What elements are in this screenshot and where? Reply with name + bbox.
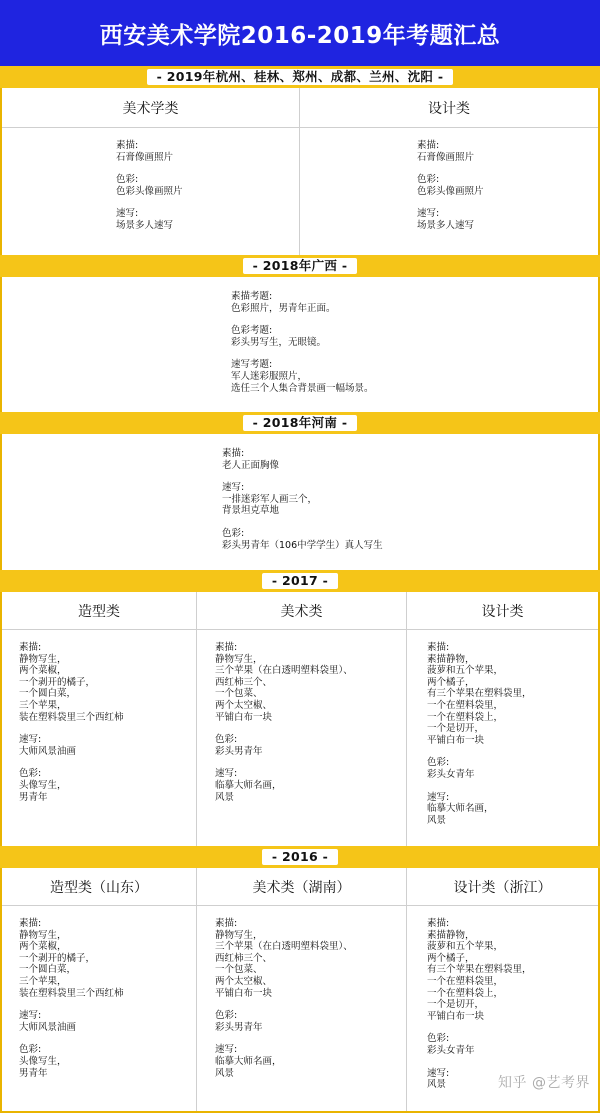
section-band-2017 bbox=[0, 570, 600, 592]
exam-cell bbox=[116, 140, 183, 243]
exam-line: 两个橘子， bbox=[427, 952, 475, 964]
exam-cell bbox=[417, 140, 484, 243]
column-divider bbox=[299, 88, 300, 255]
exam-line: 速写: bbox=[222, 482, 245, 494]
exam-group bbox=[19, 768, 124, 803]
exam-line: 彩头男写生，无眼镜。 bbox=[231, 336, 327, 348]
exam-line: 一个是切开， bbox=[427, 999, 485, 1011]
exam-group bbox=[215, 768, 353, 803]
section-title: - 2019年杭州、桂林、郑州、成都、兰州、沈阳 - bbox=[147, 69, 454, 85]
exam-line: 临摹大师名画， bbox=[215, 1055, 282, 1067]
exam-group bbox=[116, 208, 183, 231]
exam-line: 选任三个人集合背景画一幅场景。 bbox=[231, 382, 374, 394]
exam-group bbox=[231, 291, 374, 314]
exam-line: 速写: bbox=[215, 768, 238, 780]
section-title: - 2016 - bbox=[262, 849, 338, 865]
exam-group bbox=[19, 734, 124, 757]
column-heading: 设计类 bbox=[300, 88, 598, 128]
exam-group bbox=[222, 448, 383, 471]
exam-line: 两个太空椒、 bbox=[215, 699, 273, 711]
exam-line: 军人迷彩服照片， bbox=[231, 370, 308, 382]
exam-line: 一个在塑料袋上， bbox=[427, 987, 504, 999]
exam-line: 菠萝和五个苹果， bbox=[427, 941, 504, 953]
exam-line: 平铺白布一块 bbox=[215, 987, 273, 999]
section-band-2018-henan bbox=[0, 412, 600, 434]
exam-line: 速写: bbox=[417, 208, 440, 220]
exam-line: 场景多人速写 bbox=[417, 219, 475, 231]
exam-line: 两个菜椒， bbox=[19, 665, 67, 677]
exam-line: 一排迷彩军人画三个， bbox=[222, 493, 318, 505]
exam-line: 风景 bbox=[427, 1079, 447, 1091]
exam-line: 平铺白布一块 bbox=[427, 1010, 485, 1022]
exam-group bbox=[417, 140, 484, 163]
exam-group bbox=[427, 792, 532, 827]
page-header bbox=[0, 0, 600, 66]
exam-group bbox=[417, 208, 484, 231]
exam-line: 速写: bbox=[427, 1067, 450, 1079]
exam-line: 西红柿三个、 bbox=[215, 952, 273, 964]
exam-line: 石膏像画照片 bbox=[116, 151, 174, 163]
exam-line: 色彩: bbox=[427, 1033, 450, 1045]
exam-cell bbox=[215, 918, 353, 1090]
exam-group bbox=[215, 1010, 353, 1033]
exam-cell bbox=[222, 448, 383, 562]
section-title: - 2018年广西 - bbox=[243, 258, 358, 274]
exam-line: 男青年 bbox=[19, 1067, 48, 1079]
exam-line: 素描: bbox=[19, 918, 42, 929]
column-heading: 造型类 bbox=[2, 592, 196, 630]
column-heading: 设计类 bbox=[407, 592, 598, 630]
exam-line: 一个是切开， bbox=[427, 723, 485, 735]
exam-group bbox=[427, 642, 532, 746]
exam-line: 三个苹果（在白透明塑料袋里）、 bbox=[215, 665, 353, 677]
exam-group bbox=[427, 757, 532, 780]
exam-line: 色彩: bbox=[116, 174, 139, 186]
exam-line: 大师风景油画 bbox=[19, 745, 77, 757]
exam-line: 大师风景油画 bbox=[19, 1021, 77, 1033]
column-heading: 造型类（山东） bbox=[2, 868, 196, 906]
exam-line: 素描: bbox=[116, 140, 139, 151]
exam-line: 素描: bbox=[222, 448, 245, 459]
exam-group bbox=[116, 140, 183, 163]
exam-line: 彩头男青年 bbox=[215, 1021, 263, 1033]
column-divider bbox=[196, 868, 197, 1111]
exam-line: 两个太空椒、 bbox=[215, 975, 273, 987]
exam-line: 色彩: bbox=[19, 1044, 42, 1056]
exam-group bbox=[19, 1010, 124, 1033]
exam-line: 色彩头像画照片 bbox=[417, 185, 484, 197]
exam-line: 头像写生， bbox=[19, 779, 67, 791]
exam-line: 素描: bbox=[19, 642, 42, 653]
exam-line: 色彩: bbox=[19, 768, 42, 780]
exam-line: 色彩照片，男青年正面。 bbox=[231, 302, 336, 314]
exam-group bbox=[231, 325, 374, 348]
exam-line: 彩头男青年 bbox=[215, 745, 263, 757]
exam-line: 一个剥开的橘子， bbox=[19, 952, 96, 964]
exam-group bbox=[427, 1033, 532, 1056]
exam-line: 速写: bbox=[427, 791, 450, 803]
exam-line: 场景多人速写 bbox=[116, 219, 174, 231]
exam-group bbox=[215, 642, 353, 723]
column-heading: 美术类 bbox=[197, 592, 406, 630]
exam-line: 素描静物， bbox=[427, 929, 475, 941]
exam-line: 头像写生， bbox=[19, 1055, 67, 1067]
exam-line: 临摹大师名画， bbox=[215, 779, 282, 791]
exam-line: 静物写生， bbox=[215, 929, 263, 941]
exam-line: 静物写生， bbox=[19, 653, 67, 665]
exam-line: 一个剥开的橘子， bbox=[19, 676, 96, 688]
exam-line: 速写考题: bbox=[231, 359, 273, 371]
exam-line: 老人正面胸像 bbox=[222, 459, 280, 471]
exam-line: 色彩头像画照片 bbox=[116, 185, 183, 197]
exam-cell bbox=[19, 918, 124, 1090]
section-title: - 2018年河南 - bbox=[243, 415, 358, 431]
exam-group bbox=[19, 642, 124, 723]
exam-group bbox=[215, 918, 353, 999]
exam-line: 一个圆白菜， bbox=[19, 964, 77, 976]
section-band-2019 bbox=[0, 66, 600, 88]
exam-line: 西红柿三个、 bbox=[215, 676, 273, 688]
section-band-2018-guangxi bbox=[0, 255, 600, 277]
exam-group bbox=[116, 174, 183, 197]
exam-line: 素描: bbox=[427, 642, 450, 653]
exam-cell bbox=[19, 642, 124, 814]
exam-line: 素描静物， bbox=[427, 653, 475, 665]
exam-cell bbox=[215, 642, 353, 814]
column-divider bbox=[196, 592, 197, 846]
exam-line: 彩头男青年（106中学学生）真人写生 bbox=[222, 539, 383, 551]
exam-line: 色彩: bbox=[417, 174, 440, 186]
exam-line: 一个在塑料袋里， bbox=[427, 699, 504, 711]
exam-line: 彩头女青年 bbox=[427, 1044, 475, 1056]
exam-cell bbox=[231, 291, 374, 405]
exam-line: 素描: bbox=[427, 918, 450, 929]
exam-line: 素描: bbox=[215, 642, 238, 653]
exam-line: 装在塑料袋里三个西红柿 bbox=[19, 987, 124, 999]
exam-line: 风景 bbox=[427, 814, 447, 826]
exam-line: 平铺白布一块 bbox=[215, 711, 273, 723]
watermark: 知乎 @艺考界 bbox=[498, 1075, 590, 1091]
exam-line: 两个菜椒， bbox=[19, 941, 67, 953]
exam-line: 风景 bbox=[215, 1067, 235, 1079]
exam-line: 静物写生， bbox=[215, 653, 263, 665]
exam-line: 色彩: bbox=[427, 757, 450, 769]
column-heading: 设计类（浙江） bbox=[407, 868, 598, 906]
exam-line: 平铺白布一块 bbox=[427, 734, 485, 746]
exam-line: 菠萝和五个苹果， bbox=[427, 665, 504, 677]
column-divider bbox=[406, 868, 407, 1111]
exam-line: 素描: bbox=[417, 140, 440, 151]
exam-line: 速写: bbox=[215, 1044, 238, 1056]
exam-line: 一个包菜、 bbox=[215, 964, 263, 976]
section-title: - 2017 - bbox=[262, 573, 338, 589]
exam-line: 素描: bbox=[215, 918, 238, 929]
exam-line: 两个橘子， bbox=[427, 676, 475, 688]
exam-line: 一个在塑料袋里， bbox=[427, 975, 504, 987]
page-title: 西安美术学院2016-2019年考题汇总 bbox=[99, 22, 501, 49]
exam-line: 素描考题: bbox=[231, 291, 273, 302]
exam-line: 一个圆白菜， bbox=[19, 688, 77, 700]
exam-line: 色彩: bbox=[215, 734, 238, 746]
exam-line: 色彩: bbox=[222, 527, 245, 539]
exam-line: 三个苹果， bbox=[19, 699, 67, 711]
exam-line: 有三个苹果在塑料袋里， bbox=[427, 964, 532, 976]
exam-line: 临摹大师名画， bbox=[427, 803, 494, 815]
exam-line: 静物写生， bbox=[19, 929, 67, 941]
exam-group bbox=[427, 918, 532, 1022]
exam-line: 一个在塑料袋上， bbox=[427, 711, 504, 723]
exam-line: 有三个苹果在塑料袋里， bbox=[427, 688, 532, 700]
exam-line: 速写: bbox=[116, 208, 139, 220]
exam-group bbox=[19, 918, 124, 999]
exam-group bbox=[231, 359, 374, 394]
exam-line: 速写: bbox=[19, 1010, 42, 1022]
exam-group bbox=[417, 174, 484, 197]
exam-line: 三个苹果（在白透明塑料袋里）、 bbox=[215, 941, 353, 953]
column-heading: 美术类（湖南） bbox=[197, 868, 406, 906]
exam-group bbox=[19, 1044, 124, 1079]
exam-line: 一个包菜、 bbox=[215, 688, 263, 700]
exam-line: 背景坦克草地 bbox=[222, 505, 280, 517]
exam-line: 石膏像画照片 bbox=[417, 151, 475, 163]
section-band-2016 bbox=[0, 846, 600, 868]
exam-line: 三个苹果， bbox=[19, 975, 67, 987]
column-divider bbox=[406, 592, 407, 846]
exam-line: 风景 bbox=[215, 791, 235, 803]
exam-group bbox=[215, 734, 353, 757]
exam-line: 色彩: bbox=[215, 1010, 238, 1022]
exam-group bbox=[222, 482, 383, 517]
exam-group bbox=[215, 1044, 353, 1079]
exam-line: 色彩考题: bbox=[231, 325, 273, 337]
exam-group bbox=[222, 528, 383, 551]
exam-line: 男青年 bbox=[19, 791, 48, 803]
exam-line: 速写: bbox=[19, 734, 42, 746]
exam-line: 装在塑料袋里三个西红柿 bbox=[19, 711, 124, 723]
exam-line: 彩头女青年 bbox=[427, 768, 475, 780]
exam-cell bbox=[427, 642, 532, 837]
column-heading: 美术学类 bbox=[2, 88, 299, 128]
